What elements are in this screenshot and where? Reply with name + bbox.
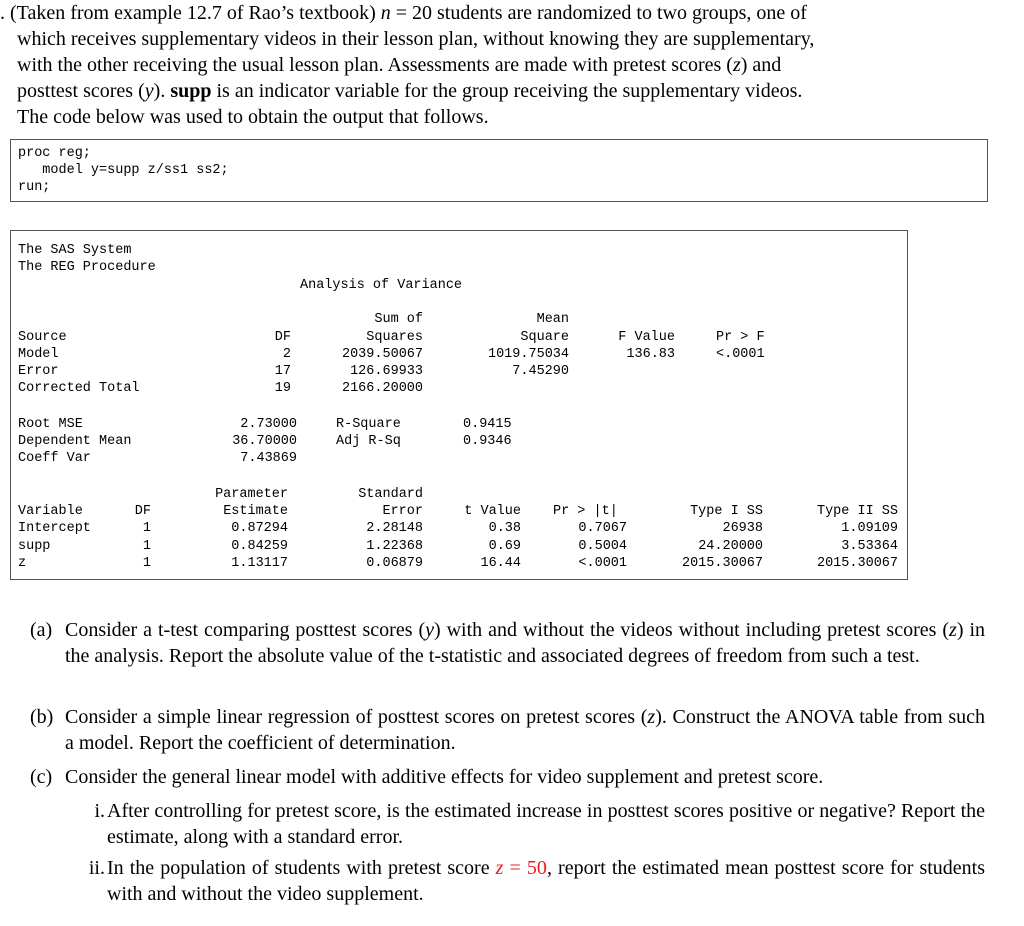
question-label: ii. bbox=[88, 857, 105, 879]
param-row-t: 0.69 bbox=[488, 539, 521, 554]
param-row-ss2: 1.09109 bbox=[841, 521, 898, 536]
param-row-se: 2.28148 bbox=[366, 521, 423, 536]
anova-header-ms1: Mean bbox=[536, 312, 569, 327]
param-header-p: Pr > |t| bbox=[553, 504, 618, 519]
highlighted-value: z = 50 bbox=[495, 857, 547, 879]
param-row-p: 0.5004 bbox=[578, 539, 627, 554]
anova-row-ms: 7.45290 bbox=[512, 364, 569, 379]
param-row-p: <.0001 bbox=[578, 556, 627, 571]
param-header-ss2: Type II SS bbox=[816, 504, 898, 519]
intro-line-5: The code below was used to obtain the output that follows. bbox=[17, 106, 489, 128]
anova-row-source: Model bbox=[18, 347, 59, 362]
anova-header-ss1: Sum of bbox=[374, 312, 423, 327]
anova-title: Analysis of Variance bbox=[300, 278, 463, 293]
fit-value-2: 0.9346 bbox=[463, 434, 512, 449]
fit-value: 2.73000 bbox=[240, 417, 297, 432]
output-header-procedure: The REG Procedure bbox=[18, 260, 156, 275]
anova-header-p: Pr > F bbox=[716, 330, 765, 345]
param-row-t: 16.44 bbox=[480, 556, 521, 571]
anova-header-ms2: Square bbox=[520, 330, 569, 345]
intro-line-3: with the other receiving the usual lesson plan. Assessments are made with pretest scores (z) and bbox=[17, 54, 782, 76]
param-row-variable: z bbox=[18, 556, 27, 571]
sas-output-box bbox=[10, 230, 908, 580]
anova-row-p: <.0001 bbox=[716, 347, 765, 362]
question-label: (b) bbox=[30, 706, 54, 728]
param-row-se: 0.06879 bbox=[366, 556, 423, 571]
fit-value: 36.70000 bbox=[232, 434, 297, 449]
output-header-system: The SAS System bbox=[18, 243, 132, 258]
anova-header-f: F Value bbox=[618, 330, 675, 345]
param-row-est: 0.84259 bbox=[231, 539, 288, 554]
param-row-ss2: 3.53364 bbox=[841, 539, 898, 554]
code-line: run; bbox=[18, 180, 51, 195]
anova-row-df: 17 bbox=[274, 364, 291, 379]
intro-line-4: posttest scores (y). supp is an indicator variable for the group receiving the supplementary videos. bbox=[17, 80, 803, 102]
param-row-t: 0.38 bbox=[488, 521, 521, 536]
param-header-est1: Parameter bbox=[215, 487, 288, 502]
question-text: In the population of students with pretest score z = 50, report the estimated mean posttest score for students with and without the video supplement. bbox=[107, 857, 986, 905]
param-header-est2: Estimate bbox=[223, 504, 288, 519]
param-header-variable: Variable bbox=[18, 504, 83, 519]
param-row-est: 0.87294 bbox=[231, 521, 288, 536]
problem-intro bbox=[0, 0, 1000, 130]
fit-label: Dependent Mean bbox=[18, 434, 132, 449]
fit-value-2: 0.9415 bbox=[463, 417, 512, 432]
anova-row-ms: 1019.75034 bbox=[487, 347, 569, 362]
param-row-ss1: 26938 bbox=[722, 521, 763, 536]
fit-label: Root MSE bbox=[18, 417, 83, 432]
anova-row-source: Error bbox=[18, 364, 59, 379]
question-label: (c) bbox=[30, 766, 53, 788]
param-row-p: 0.7067 bbox=[578, 521, 627, 536]
intro-line-2: which receives supplementary videos in their lesson plan, without knowing they are supplementary, bbox=[17, 28, 815, 50]
param-row-variable: Intercept bbox=[18, 521, 91, 536]
anova-row-ss: 2039.50067 bbox=[341, 347, 423, 362]
question-text: Consider the general linear model with additive effects for video supplement and pretest score. bbox=[65, 766, 824, 788]
anova-row-df: 2 bbox=[282, 347, 291, 362]
anova-header-source: Source bbox=[18, 330, 67, 345]
fit-label: Coeff Var bbox=[18, 451, 91, 466]
param-header-df: DF bbox=[134, 504, 151, 519]
param-row-ss2: 2015.30067 bbox=[816, 556, 898, 571]
param-row-df: 1 bbox=[142, 521, 151, 536]
anova-row-f: 136.83 bbox=[626, 347, 675, 362]
fit-label-2: Adj R-Sq bbox=[336, 434, 401, 449]
param-header-se1: Standard bbox=[358, 487, 423, 502]
param-row-variable: supp bbox=[18, 539, 51, 554]
anova-header-df: DF bbox=[274, 330, 291, 345]
anova-row-df: 19 bbox=[274, 381, 291, 396]
param-row-df: 1 bbox=[142, 556, 151, 571]
question-label: i. bbox=[94, 800, 105, 822]
code-line: proc reg; bbox=[18, 146, 91, 161]
param-header-ss1: Type I SS bbox=[690, 504, 763, 519]
param-header-se2: Error bbox=[382, 504, 423, 519]
anova-row-ss: 126.69933 bbox=[350, 364, 423, 379]
param-row-est: 1.13117 bbox=[231, 556, 288, 571]
fit-label-2: R-Square bbox=[336, 417, 401, 432]
question-label: (a) bbox=[30, 619, 53, 641]
question-text: After controlling for pretest score, is the estimated increase in posttest scores positive or negative? Report the estimate, along with a standard error. bbox=[107, 800, 985, 848]
intro-line-1: . (Taken from example 12.7 of Rao’s textbook) n = 20 students are randomized to two groups, one of bbox=[0, 2, 807, 24]
question-text: Consider a simple linear regression of posttest scores on pretest scores (z). Construct the ANOVA table from such a model. Report the coefficient of determination. bbox=[65, 706, 985, 754]
param-row-se: 1.22368 bbox=[366, 539, 423, 554]
anova-row-ss: 2166.20000 bbox=[341, 381, 423, 396]
anova-header-ss2: Squares bbox=[366, 330, 423, 345]
fit-value: 7.43869 bbox=[240, 451, 297, 466]
question-text: Consider a t-test comparing posttest scores (y) with and without the videos without including pretest scores (z) in the analysis. Report the absolute value of the t-statistic and associated degrees of freedom from such a test. bbox=[65, 619, 986, 667]
sas-code-box bbox=[10, 139, 988, 202]
param-header-t: t Value bbox=[464, 504, 521, 519]
anova-row-source: Corrected Total bbox=[18, 381, 140, 396]
param-row-df: 1 bbox=[142, 539, 151, 554]
param-row-ss1: 2015.30067 bbox=[681, 556, 763, 571]
param-row-ss1: 24.20000 bbox=[698, 539, 763, 554]
code-line: model y=supp z/ss1 ss2; bbox=[18, 163, 229, 178]
